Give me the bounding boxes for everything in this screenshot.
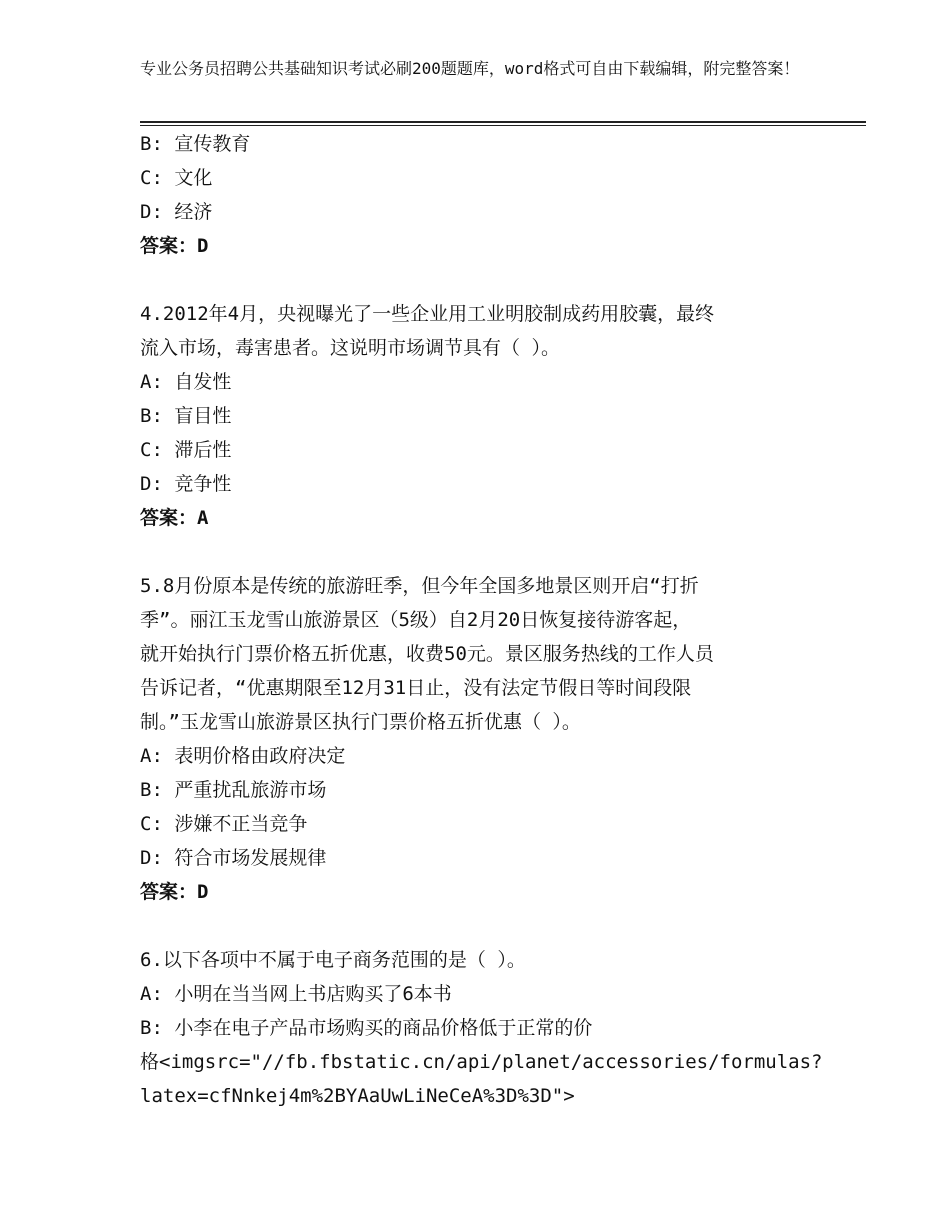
text-line: B: 盲目性 [140,405,232,427]
spacer [140,535,810,569]
header-divider-thick [140,121,866,123]
text-line: 告诉记者，“优惠期限至12月31日止，没有法定节假日等时间段限 [140,677,692,699]
text-line: B: 宣传教育 [140,133,251,155]
page-header [140,58,830,80]
text-line: 季”。丽江玉龙雪山旅游景区（5级）自2月20日恢复接待游客起， [140,609,692,631]
text-line: 5.8月份原本是传统的旅游旺季，但今年全国多地景区则开启“打折 [140,575,699,597]
text-line: B: 小李在电子产品市场购买的商品价格低于正常的价 [140,1017,593,1039]
text-line: 格<imgsrc="//fb.fbstatic.cn/api/planet/accessories/formulas? [140,1051,823,1073]
text-line: D: 经济 [140,201,213,223]
header-divider-thin [140,125,866,126]
answer-line: 答案：A [140,507,209,529]
text-line: A: 自发性 [140,371,232,393]
header-text: 专业公务员招聘公共基础知识考试必刷200题题库，word格式可自由下载编辑，附完整答案！ [140,59,800,78]
text-line: latex=cfNnkej4m%2BYAaUwLiNeCeA%3D%3D"> [140,1085,575,1107]
text-line: 6.以下各项中不属于电子商务范围的是（ ）。 [140,949,526,971]
spacer [140,263,810,297]
text-line: 就开始执行门票价格五折优惠，收费50元。景区服务热线的工作人员 [140,643,714,665]
text-line: B: 严重扰乱旅游市场 [140,779,327,801]
answer-line: 答案：D [140,881,209,903]
text-line: 流入市场，毒害患者。这说明市场调节具有（ ）。 [140,337,560,359]
text-line: D: 竞争性 [140,473,232,495]
text-line: C: 文化 [140,167,213,189]
text-line: A: 小明在当当网上书店购买了6本书 [140,983,452,1005]
text-line: A: 表明价格由政府决定 [140,745,346,767]
text-line: 制。”玉龙雪山旅游景区执行门票价格五折优惠（ ）。 [140,711,581,733]
answer-line: 答案：D [140,235,209,257]
spacer [140,909,810,943]
text-line: C: 滞后性 [140,439,232,461]
text-line: C: 涉嫌不正当竞争 [140,813,308,835]
text-line: 4.2012年4月，央视曝光了一些企业用工业明胶制成药用胶囊，最终 [140,303,715,325]
question-content [140,127,823,1113]
text-line: D: 符合市场发展规律 [140,847,327,869]
